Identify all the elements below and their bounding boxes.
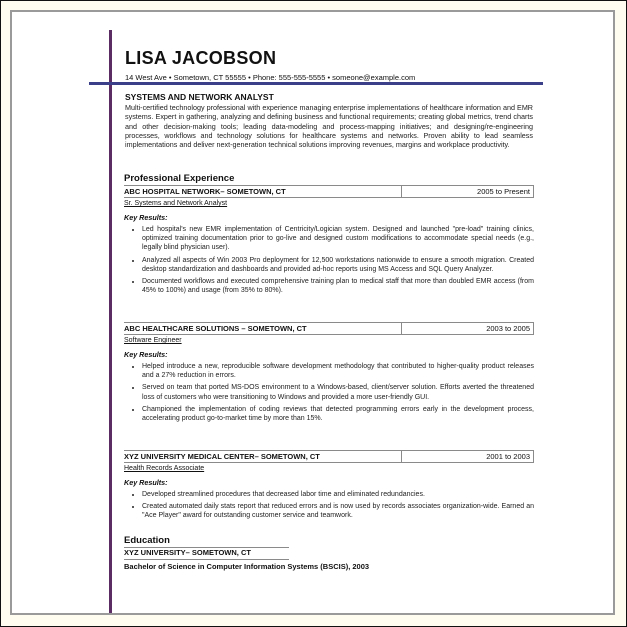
vertical-accent-rule <box>109 30 112 615</box>
job-dates: 2001 to 2003 <box>486 452 530 461</box>
education-heading: Education <box>124 535 170 546</box>
list-item: • Served on team that ported MS-DOS environment to a Windows-based, client/server solution. Efforts averted the threatened loss of customers who were transitioning to Windows and provided a more user-friendly GUI. <box>142 383 534 401</box>
list-item: • Helped introduce a new, reproducible software development methodology that contributed to higher-quality product releases and a 27% reduction in errors. <box>142 362 534 380</box>
employer: ABC HOSPITAL NETWORK– SOMETOWN, CT <box>124 187 286 196</box>
school: XYZ UNIVERSITY– SOMETOWN, CT <box>124 548 251 557</box>
employer: XYZ UNIVERSITY MEDICAL CENTER– SOMETOWN, CT <box>124 452 320 461</box>
header-divider <box>401 186 402 197</box>
job-entry <box>124 185 534 298</box>
header-divider <box>401 451 402 462</box>
summary-paragraph: Multi-certified technology professional with experience managing enterprise implementations of healthcare information and EMR systems. Expert in gathering, analyzing and defining business and functional requirements; creating global metrics, trend charts and other decision-making tools; leading data-modeling and process-mapping initiatives; and designing/re-engineering processes, workflows and technology solutions for healthcare systems and networks. Proven ability to lead seamless implementations and deliver next-generation technical solutions improving revenues, margins and workplace productivity. <box>125 103 533 150</box>
job-role: Sr. Systems and Network Analyst <box>124 200 228 207</box>
job-entry <box>124 322 534 426</box>
contact-line: 14 West Ave • Sometown, CT 55555 • Phone: 555-555-5555 • someone@example.com <box>125 73 416 82</box>
key-results-label: Key Results: <box>124 350 168 359</box>
experience-heading: Professional Experience <box>124 173 235 184</box>
results-list <box>124 490 534 521</box>
list-item: • Documented workflows and executed comprehensive training plan to medical staff that more than doubled EMR access (from 45% to 100%) and usage (from 35% to 80%). <box>142 277 534 295</box>
list-item: • Analyzed all aspects of Win 2003 Pro deployment for 12,500 workstations nationwide to ensure a smooth migration. Created desktop standardization and dashboards and provided ad-hoc reports using MS Access and SQL Query Analyzer. <box>142 256 534 274</box>
job-entry <box>124 450 534 524</box>
headline: SYSTEMS AND NETWORK ANALYST <box>125 92 274 102</box>
job-role: Health Records Associate <box>124 465 205 472</box>
key-results-label: Key Results: <box>124 213 168 222</box>
resume-page <box>10 10 615 615</box>
list-item: • Championed the implementation of coding reviews that detected programming errors early in the development process, accelerating product go-to-market time by more than 15%. <box>142 405 534 423</box>
horizontal-accent-rule <box>89 82 543 85</box>
education-header <box>124 547 289 560</box>
header-divider <box>401 323 402 334</box>
job-header <box>124 450 534 463</box>
job-role: Software Engineer <box>124 337 182 344</box>
resume-name: LISA JACOBSON <box>125 48 277 68</box>
list-item: • Developed streamlined procedures that decreased labor time and eliminated redundancies. <box>142 490 534 499</box>
job-dates: 2005 to Present <box>477 187 530 196</box>
job-dates: 2003 to 2005 <box>486 324 530 333</box>
employer: ABC HEALTHCARE SOLUTIONS – SOMETOWN, CT <box>124 324 307 333</box>
results-list <box>124 362 534 423</box>
education-entry <box>124 547 534 571</box>
list-item: • Created automated daily stats report that reduced errors and is now used by records associates organization-wide. Earned an "Ace Player" award for outstanding customer service and teamwork. <box>142 502 534 520</box>
key-results-label: Key Results: <box>124 478 168 487</box>
degree: Bachelor of Science in Computer Information Systems (BSCIS), 2003 <box>124 562 370 571</box>
job-header <box>124 185 534 198</box>
job-header <box>124 322 534 335</box>
results-list <box>124 225 534 295</box>
list-item: • Led hospital's new EMR implementation of Centricity/Logician system. Designed and launched "pre-load" training clinics, optimized training documentation prior to go-live and designed custom modifications to accommodate special needs (e.g., legally blind physician user). <box>142 225 534 253</box>
